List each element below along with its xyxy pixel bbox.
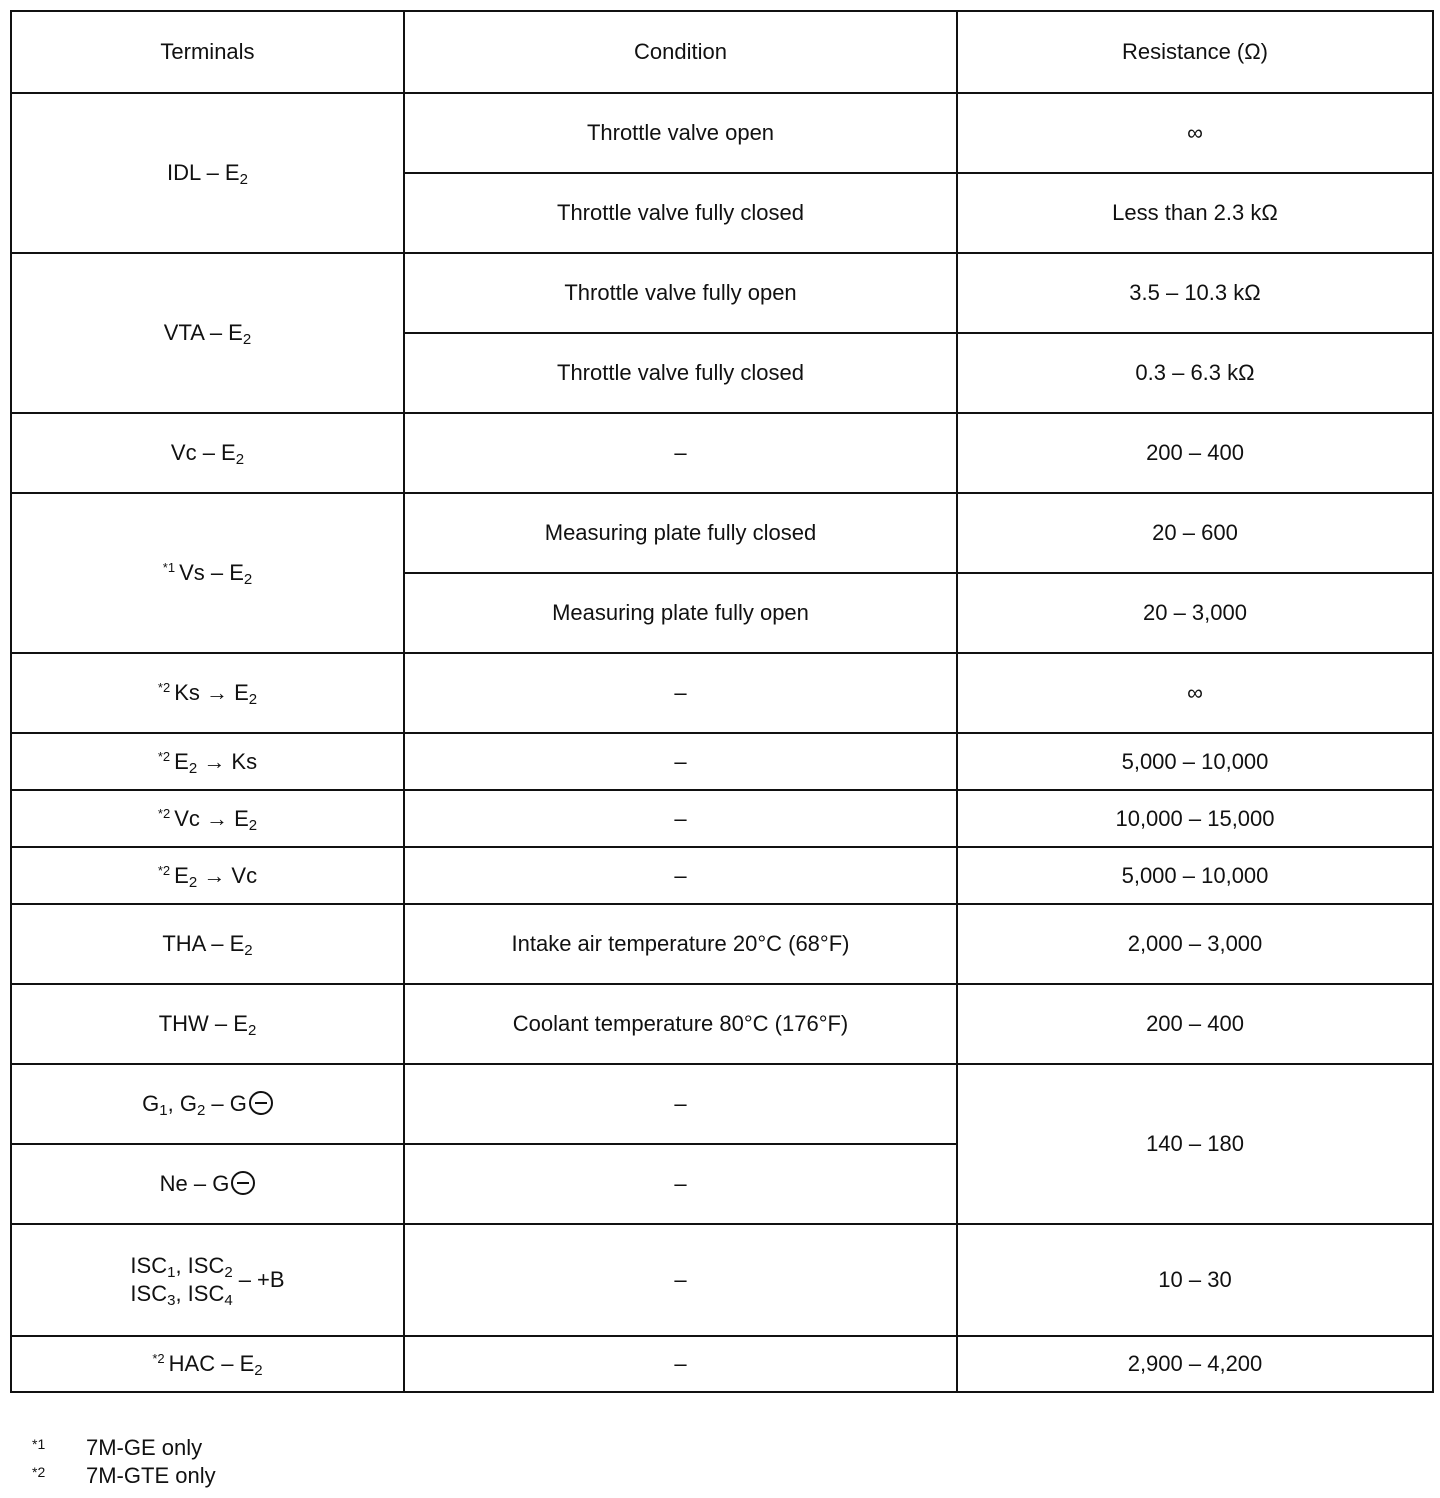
condition-vs-1: Measuring plate fully closed xyxy=(404,493,957,573)
footnote-ref: *2 xyxy=(152,1351,165,1366)
terminal-ne: Ne – G xyxy=(11,1144,404,1224)
table-row-vs-1 xyxy=(11,493,1433,573)
table-row-ks-e2 xyxy=(11,653,1433,733)
resistance-thw: 200 – 400 xyxy=(957,984,1433,1064)
condition-g: – xyxy=(404,1064,957,1144)
footnote-mark: *2 xyxy=(32,1464,46,1480)
table-row-vc xyxy=(11,413,1433,493)
header-terminals: Terminals xyxy=(11,11,404,93)
footnote-text: 7M-GTE only xyxy=(86,1463,216,1488)
terminal-vc: Vc – $E_2$ xyxy=(11,413,404,493)
footnote-ref: *2 xyxy=(157,680,171,695)
table-row-e2-vc xyxy=(11,847,1433,904)
resistance-vc-e2: 10,000 – 15,000 xyxy=(957,790,1433,847)
footnote-1 xyxy=(32,1434,216,1462)
condition-ks-e2: – xyxy=(404,653,957,733)
terminal-vta: VTA – $E_2$ xyxy=(11,253,404,413)
table-row-isc xyxy=(11,1224,1433,1336)
resistance-vta-1: 3.5 – 10.3 kΩ xyxy=(957,253,1433,333)
condition-e2-ks: – xyxy=(404,733,957,790)
condition-tha: Intake air temperature 20°C (68°F) xyxy=(404,904,957,984)
ground-minus-icon xyxy=(249,1091,273,1115)
condition-idl-1: Throttle valve open xyxy=(404,93,957,173)
resistance-isc: 10 – 30 xyxy=(957,1224,1433,1336)
condition-isc: – xyxy=(404,1224,957,1336)
resistance-vta-2: 0.3 – 6.3 kΩ xyxy=(957,333,1433,413)
condition-e2-vc: – xyxy=(404,847,957,904)
resistance-e2-ks: 5,000 – 10,000 xyxy=(957,733,1433,790)
header-resistance: Resistance (Ω) xyxy=(957,11,1433,93)
terminal-thw: THW – $E_2$ xyxy=(11,984,404,1064)
resistance-ks-e2: ∞ xyxy=(957,653,1433,733)
resistance-g-ne: 140 – 180 xyxy=(957,1064,1433,1224)
condition-vc-e2: – xyxy=(404,790,957,847)
resistance-tha: 2,000 – 3,000 xyxy=(957,904,1433,984)
terminal-tha: THA – $E_2$ xyxy=(11,904,404,984)
table-row-vc-e2 xyxy=(11,790,1433,847)
table-row-e2-ks xyxy=(11,733,1433,790)
terminal-idl: IDL – $E_2$ xyxy=(11,93,404,253)
condition-vta-1: Throttle valve fully open xyxy=(404,253,957,333)
terminal-vs: $^{*1}$ Vs – $E_2$ xyxy=(11,493,404,653)
table-row-tha xyxy=(11,904,1433,984)
header-condition: Condition xyxy=(404,11,957,93)
footnote-ref: *2 xyxy=(157,748,171,764)
ground-minus-icon xyxy=(231,1171,255,1195)
resistance-e2-vc: 5,000 – 10,000 xyxy=(957,847,1433,904)
header-row xyxy=(11,11,1433,93)
terminal-g: $G_1$, $G_2$ – G xyxy=(11,1064,404,1144)
condition-thw: Coolant temperature 80°C (176°F) xyxy=(404,984,957,1064)
resistance-spec-table xyxy=(10,10,1434,1393)
table-row-thw xyxy=(11,984,1433,1064)
condition-hac: – xyxy=(404,1336,957,1392)
terminal-isc: $ISC_1$, $ISC_2$ $ISC_3$, $ISC_4$ – +B xyxy=(11,1224,404,1336)
resistance-vs-1: 20 – 600 xyxy=(957,493,1433,573)
condition-vc: – xyxy=(404,413,957,493)
table-row-hac xyxy=(11,1336,1433,1392)
footnote-ref: *2 xyxy=(157,805,171,821)
terminal-vc-e2: $^{*2}$ $Vc \to E_2$ xyxy=(11,790,404,847)
terminal-ks-e2: $^{*2}$ $Ks \to E_2$ xyxy=(11,653,404,733)
resistance-idl-2: Less than 2.3 kΩ xyxy=(957,173,1433,253)
resistance-vc: 200 – 400 xyxy=(957,413,1433,493)
table-row-g xyxy=(11,1064,1433,1144)
condition-idl-2: Throttle valve fully closed xyxy=(404,173,957,253)
footnote-2 xyxy=(32,1462,216,1490)
footnote-ref: *2 xyxy=(157,862,171,878)
footnotes xyxy=(32,1434,216,1490)
footnote-ref: *1 xyxy=(162,560,176,575)
footnote-text: 7M-GE only xyxy=(86,1435,203,1460)
resistance-vs-2: 20 – 3,000 xyxy=(957,573,1433,653)
condition-ne: – xyxy=(404,1144,957,1224)
table-row-idl-1 xyxy=(11,93,1433,173)
terminal-e2-vc: $^{*2}$ $E_2 \to Vc$ xyxy=(11,847,404,904)
terminal-hac: $^{*2}$ HAC – $E_2$ xyxy=(11,1336,404,1392)
terminal-e2-ks: $^{*2}$ $E_2 \to Ks$ xyxy=(11,733,404,790)
resistance-idl-1: ∞ xyxy=(957,93,1433,173)
condition-vta-2: Throttle valve fully closed xyxy=(404,333,957,413)
resistance-hac: 2,900 – 4,200 xyxy=(957,1336,1433,1392)
footnote-mark: *1 xyxy=(32,1436,46,1452)
table-row-vta-1 xyxy=(11,253,1433,333)
condition-vs-2: Measuring plate fully open xyxy=(404,573,957,653)
